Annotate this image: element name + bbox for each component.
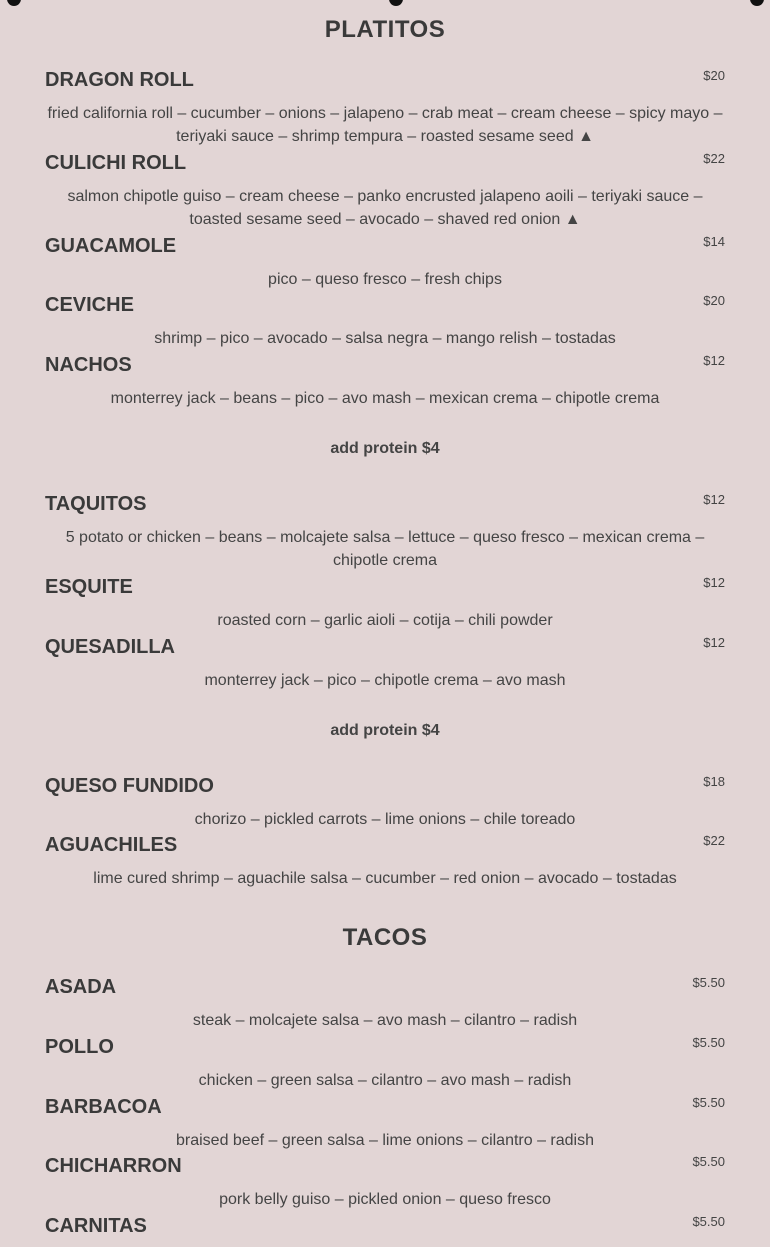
item-name: DRAGON ROLL [45,69,194,91]
item-description: braised beef – green salsa – lime onions – cilantro – radish [175,1132,595,1149]
item-price: $20 [703,293,725,308]
add-protein-note: add protein $4 [330,440,440,457]
item-description: pork belly guiso – pickled onion – queso fresco [219,1191,551,1208]
item-name: QUESO FUNDIDO [45,775,214,797]
item-name: ESQUITE [45,576,133,598]
menu-item-nachos [45,353,725,410]
item-name: ASADA [45,976,117,998]
item-description: chorizo – pickled carrots – lime onions – chile toreado [194,811,576,828]
menu-item-taquitos [45,492,725,572]
decor-dot [750,0,764,6]
item-price: $5.50 [692,1214,725,1229]
decorative-border [0,0,770,7]
item-price: $5.50 [692,1154,725,1169]
item-name: GUACAMOLE [45,235,177,257]
add-protein-note: add protein $4 [330,722,440,739]
menu-item-chicharron [45,1154,725,1211]
item-name: TAQUITOS [45,493,147,515]
section-title-platitos: PLATITOS [324,16,446,43]
menu-item-asada [45,975,725,1032]
menu-item-culichi-roll [45,151,725,231]
item-price: $5.50 [692,975,725,990]
item-price: $12 [703,353,725,368]
item-description: fried california roll – cucumber – onions – jalapeno – crab meat – cream cheese – spicy mayo – teriyaki sauce – shrimp tempura – roasted sesame seed ▲ [47,105,723,145]
menu-item-quesadilla [45,635,725,692]
item-name: NACHOS [45,354,132,376]
menu-item-aguachiles [45,833,725,890]
menu-item-esquite [45,575,725,632]
decor-dot [7,0,21,6]
item-price: $22 [703,151,725,166]
item-description: roasted corn – garlic aioli – cotija – chili powder [217,612,553,629]
item-price: $12 [703,492,725,507]
item-name: CARNITAS [45,1215,147,1237]
item-name: BARBACOA [45,1096,162,1118]
item-price: $14 [703,234,725,249]
item-description: salmon chipotle guiso – cream cheese – panko encrusted jalapeno aoili – teriyaki sauce – toasted sesame seed – avocado – shaved red onion ▲ [67,188,703,228]
item-price: $12 [703,575,725,590]
item-price: $5.50 [692,1035,725,1050]
item-description: chicken – green salsa – cilantro – avo mash – radish [198,1072,572,1089]
section-title-tacos: TACOS [342,924,428,951]
item-name: QUESADILLA [45,636,175,658]
item-name: CEVICHE [45,294,134,316]
item-name: POLLO [45,1036,114,1058]
decor-dot [389,0,403,6]
item-price: $18 [703,774,725,789]
item-description: monterrey jack – pico – chipotle crema – avo mash [204,672,566,689]
item-description: monterrey jack – beans – pico – avo mash – mexican crema – chipotle crema [110,390,660,407]
menu-item-barbacoa [45,1095,725,1152]
item-price: $12 [703,635,725,650]
menu-item-queso-fundido [45,774,725,831]
item-price: $22 [703,833,725,848]
item-description: shrimp – pico – avocado – salsa negra – mango relish – tostadas [154,330,616,347]
item-description: lime cured shrimp – aguachile salsa – cucumber – red onion – avocado – tostadas [93,870,677,887]
item-description: pico – queso fresco – fresh chips [268,271,502,288]
item-name: CULICHI ROLL [45,152,187,174]
menu-item-guacamole [45,234,725,291]
item-name: CHICHARRON [45,1155,182,1177]
menu-item-pollo [45,1035,725,1092]
menu-item-ceviche [45,293,725,350]
item-description: 5 potato or chicken – beans – molcajete salsa – lettuce – queso fresco – mexican crema – chipotle crema [65,529,705,569]
item-price: $5.50 [692,1095,725,1110]
menu-item-dragon-roll [45,68,725,148]
item-name: AGUACHILES [45,834,178,856]
menu-item-carnitas [45,1214,725,1238]
item-description: steak – molcajete salsa – avo mash – cilantro – radish [192,1012,578,1029]
item-price: $20 [703,68,725,83]
